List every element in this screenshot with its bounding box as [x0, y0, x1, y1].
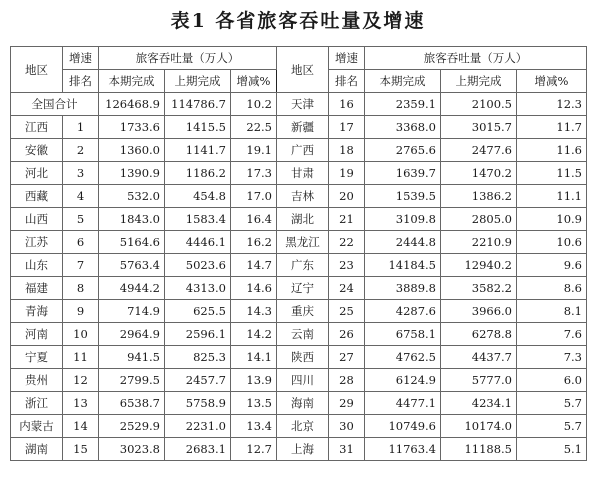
rank-cell: 21 [329, 208, 365, 231]
current-cell: 14184.5 [365, 254, 441, 277]
previous-cell: 1141.7 [165, 139, 231, 162]
region-cell: 云南 [277, 323, 329, 346]
previous-cell: 625.5 [165, 300, 231, 323]
table-row [11, 300, 587, 323]
rank-cell: 3 [63, 162, 99, 185]
rank-cell: 9 [63, 300, 99, 323]
change-cell: 11.6 [517, 139, 587, 162]
change-cell: 7.6 [517, 323, 587, 346]
change-cell: 16.2 [231, 231, 277, 254]
region-cell: 甘肃 [277, 162, 329, 185]
header-current-right: 本期完成 [365, 70, 441, 93]
change-cell: 17.0 [231, 185, 277, 208]
region-cell: 四川 [277, 369, 329, 392]
previous-cell: 4313.0 [165, 277, 231, 300]
region-cell: 安徽 [11, 139, 63, 162]
change-cell: 11.5 [517, 162, 587, 185]
previous-cell: 2683.1 [165, 438, 231, 461]
region-cell: 贵州 [11, 369, 63, 392]
change-cell: 13.5 [231, 392, 277, 415]
region-cell: 辽宁 [277, 277, 329, 300]
table-row [11, 139, 587, 162]
previous-cell: 1386.2 [441, 185, 517, 208]
region-cell: 山东 [11, 254, 63, 277]
previous-cell: 4234.1 [441, 392, 517, 415]
change-cell: 6.0 [517, 369, 587, 392]
change-cell: 10.6 [517, 231, 587, 254]
header-region-left: 地区 [11, 47, 63, 93]
region-cell: 广西 [277, 139, 329, 162]
header-change-left: 增减% [231, 70, 277, 93]
table-row [11, 415, 587, 438]
rank-cell: 1 [63, 116, 99, 139]
total-row [11, 93, 587, 116]
previous-cell: 3582.2 [441, 277, 517, 300]
rank-cell: 7 [63, 254, 99, 277]
change-cell: 14.2 [231, 323, 277, 346]
rank-cell: 16 [329, 93, 365, 116]
previous-cell: 5023.6 [165, 254, 231, 277]
passenger-volume-table [10, 46, 587, 461]
region-cell: 广东 [277, 254, 329, 277]
region-cell: 吉林 [277, 185, 329, 208]
change-cell: 7.3 [517, 346, 587, 369]
total-previous: 114786.7 [165, 93, 231, 116]
region-cell: 福建 [11, 277, 63, 300]
rank-cell: 23 [329, 254, 365, 277]
rank-cell: 29 [329, 392, 365, 415]
current-cell: 5164.6 [99, 231, 165, 254]
region-cell: 浙江 [11, 392, 63, 415]
rank-cell: 2 [63, 139, 99, 162]
rank-cell: 14 [63, 415, 99, 438]
table-row [11, 392, 587, 415]
region-cell: 内蒙古 [11, 415, 63, 438]
rank-cell: 5 [63, 208, 99, 231]
current-cell: 4944.2 [99, 277, 165, 300]
change-cell: 14.1 [231, 346, 277, 369]
region-cell: 河北 [11, 162, 63, 185]
change-cell: 14.6 [231, 277, 277, 300]
header-change-right: 增减% [517, 70, 587, 93]
previous-cell: 5777.0 [441, 369, 517, 392]
change-cell: 16.4 [231, 208, 277, 231]
change-cell: 9.6 [517, 254, 587, 277]
change-cell: 14.7 [231, 254, 277, 277]
region-cell: 陕西 [277, 346, 329, 369]
current-cell: 6538.7 [99, 392, 165, 415]
table-row [11, 185, 587, 208]
change-cell: 22.5 [231, 116, 277, 139]
table-row [11, 323, 587, 346]
previous-cell: 5758.9 [165, 392, 231, 415]
current-cell: 1390.9 [99, 162, 165, 185]
region-cell: 北京 [277, 415, 329, 438]
previous-cell: 2231.0 [165, 415, 231, 438]
change-cell: 8.1 [517, 300, 587, 323]
table-title: 表1 各省旅客吞吐量及增速 [170, 10, 426, 32]
region-cell: 上海 [277, 438, 329, 461]
current-cell: 1639.7 [365, 162, 441, 185]
current-cell: 4287.6 [365, 300, 441, 323]
header-previous-right: 上期完成 [441, 70, 517, 93]
current-cell: 2444.8 [365, 231, 441, 254]
current-cell: 532.0 [99, 185, 165, 208]
change-cell: 5.1 [517, 438, 587, 461]
previous-cell: 2805.0 [441, 208, 517, 231]
current-cell: 2529.9 [99, 415, 165, 438]
change-cell: 8.6 [517, 277, 587, 300]
region-cell: 新疆 [277, 116, 329, 139]
previous-cell: 3015.7 [441, 116, 517, 139]
rank-cell: 19 [329, 162, 365, 185]
change-cell: 14.3 [231, 300, 277, 323]
change-cell: 12.7 [231, 438, 277, 461]
region-cell: 天津 [277, 93, 329, 116]
current-cell: 6758.1 [365, 323, 441, 346]
rank-cell: 12 [63, 369, 99, 392]
previous-cell: 1583.4 [165, 208, 231, 231]
previous-cell: 2210.9 [441, 231, 517, 254]
current-cell: 714.9 [99, 300, 165, 323]
region-cell: 湖南 [11, 438, 63, 461]
current-cell: 3023.8 [99, 438, 165, 461]
rank-cell: 24 [329, 277, 365, 300]
rank-cell: 13 [63, 392, 99, 415]
current-cell: 1843.0 [99, 208, 165, 231]
change-cell: 11.7 [517, 116, 587, 139]
header-volume-right: 旅客吞吐量（万人） [365, 47, 587, 70]
change-cell: 5.7 [517, 415, 587, 438]
previous-cell: 2457.7 [165, 369, 231, 392]
previous-cell: 2596.1 [165, 323, 231, 346]
change-cell: 17.3 [231, 162, 277, 185]
previous-cell: 1470.2 [441, 162, 517, 185]
header-rank-right: 排名 [329, 70, 365, 93]
table-row [11, 208, 587, 231]
current-cell: 1360.0 [99, 139, 165, 162]
rank-cell: 22 [329, 231, 365, 254]
table-row [11, 369, 587, 392]
rank-cell: 6 [63, 231, 99, 254]
current-cell: 4762.5 [365, 346, 441, 369]
change-cell: 11.1 [517, 185, 587, 208]
total-change: 10.2 [231, 93, 277, 116]
header-rank-left: 排名 [63, 70, 99, 93]
current-cell: 941.5 [99, 346, 165, 369]
rank-cell: 15 [63, 438, 99, 461]
header-region-right: 地区 [277, 47, 329, 93]
table-row [11, 277, 587, 300]
region-cell: 河南 [11, 323, 63, 346]
total-current: 126468.9 [99, 93, 165, 116]
rank-cell: 27 [329, 346, 365, 369]
previous-cell: 4437.7 [441, 346, 517, 369]
previous-cell: 825.3 [165, 346, 231, 369]
header-speed-right-top: 增速 [329, 47, 365, 70]
rank-cell: 26 [329, 323, 365, 346]
previous-cell: 1186.2 [165, 162, 231, 185]
previous-cell: 454.8 [165, 185, 231, 208]
previous-cell: 12940.2 [441, 254, 517, 277]
current-cell: 3368.0 [365, 116, 441, 139]
previous-cell: 4446.1 [165, 231, 231, 254]
header-speed-left-top: 增速 [63, 47, 99, 70]
current-cell: 3109.8 [365, 208, 441, 231]
rank-cell: 8 [63, 277, 99, 300]
region-cell: 青海 [11, 300, 63, 323]
rank-cell: 17 [329, 116, 365, 139]
rank-cell: 10 [63, 323, 99, 346]
region-cell: 黑龙江 [277, 231, 329, 254]
current-cell: 2964.9 [99, 323, 165, 346]
current-cell: 4477.1 [365, 392, 441, 415]
region-cell: 海南 [277, 392, 329, 415]
previous-cell: 11188.5 [441, 438, 517, 461]
region-cell: 西藏 [11, 185, 63, 208]
region-cell: 山西 [11, 208, 63, 231]
table-row [11, 162, 587, 185]
previous-cell: 3966.0 [441, 300, 517, 323]
current-cell: 11763.4 [365, 438, 441, 461]
change-cell: 13.9 [231, 369, 277, 392]
current-cell: 2359.1 [365, 93, 441, 116]
rank-cell: 18 [329, 139, 365, 162]
previous-cell: 6278.8 [441, 323, 517, 346]
current-cell: 1733.6 [99, 116, 165, 139]
current-cell: 10749.6 [365, 415, 441, 438]
table-row [11, 116, 587, 139]
header-previous-left: 上期完成 [165, 70, 231, 93]
header-row-top [11, 47, 587, 70]
previous-cell: 10174.0 [441, 415, 517, 438]
region-cell: 重庆 [277, 300, 329, 323]
change-cell: 13.4 [231, 415, 277, 438]
region-cell: 宁夏 [11, 346, 63, 369]
rank-cell: 31 [329, 438, 365, 461]
current-cell: 2765.6 [365, 139, 441, 162]
current-cell: 5763.4 [99, 254, 165, 277]
rank-cell: 25 [329, 300, 365, 323]
rank-cell: 28 [329, 369, 365, 392]
current-cell: 6124.9 [365, 369, 441, 392]
change-cell: 10.9 [517, 208, 587, 231]
previous-cell: 1415.5 [165, 116, 231, 139]
current-cell: 3889.8 [365, 277, 441, 300]
header-current-left: 本期完成 [99, 70, 165, 93]
current-cell: 1539.5 [365, 185, 441, 208]
change-cell: 5.7 [517, 392, 587, 415]
rank-cell: 30 [329, 415, 365, 438]
rank-cell: 20 [329, 185, 365, 208]
total-label: 全国合计 [11, 93, 99, 116]
table-row [11, 346, 587, 369]
change-cell: 12.3 [517, 93, 587, 116]
header-volume-left: 旅客吞吐量（万人） [99, 47, 277, 70]
previous-cell: 2477.6 [441, 139, 517, 162]
rank-cell: 11 [63, 346, 99, 369]
rank-cell: 4 [63, 185, 99, 208]
region-cell: 湖北 [277, 208, 329, 231]
region-cell: 江西 [11, 116, 63, 139]
table-row [11, 231, 587, 254]
table-row [11, 254, 587, 277]
table-row [11, 438, 587, 461]
region-cell: 江苏 [11, 231, 63, 254]
change-cell: 19.1 [231, 139, 277, 162]
previous-cell: 2100.5 [441, 93, 517, 116]
current-cell: 2799.5 [99, 369, 165, 392]
